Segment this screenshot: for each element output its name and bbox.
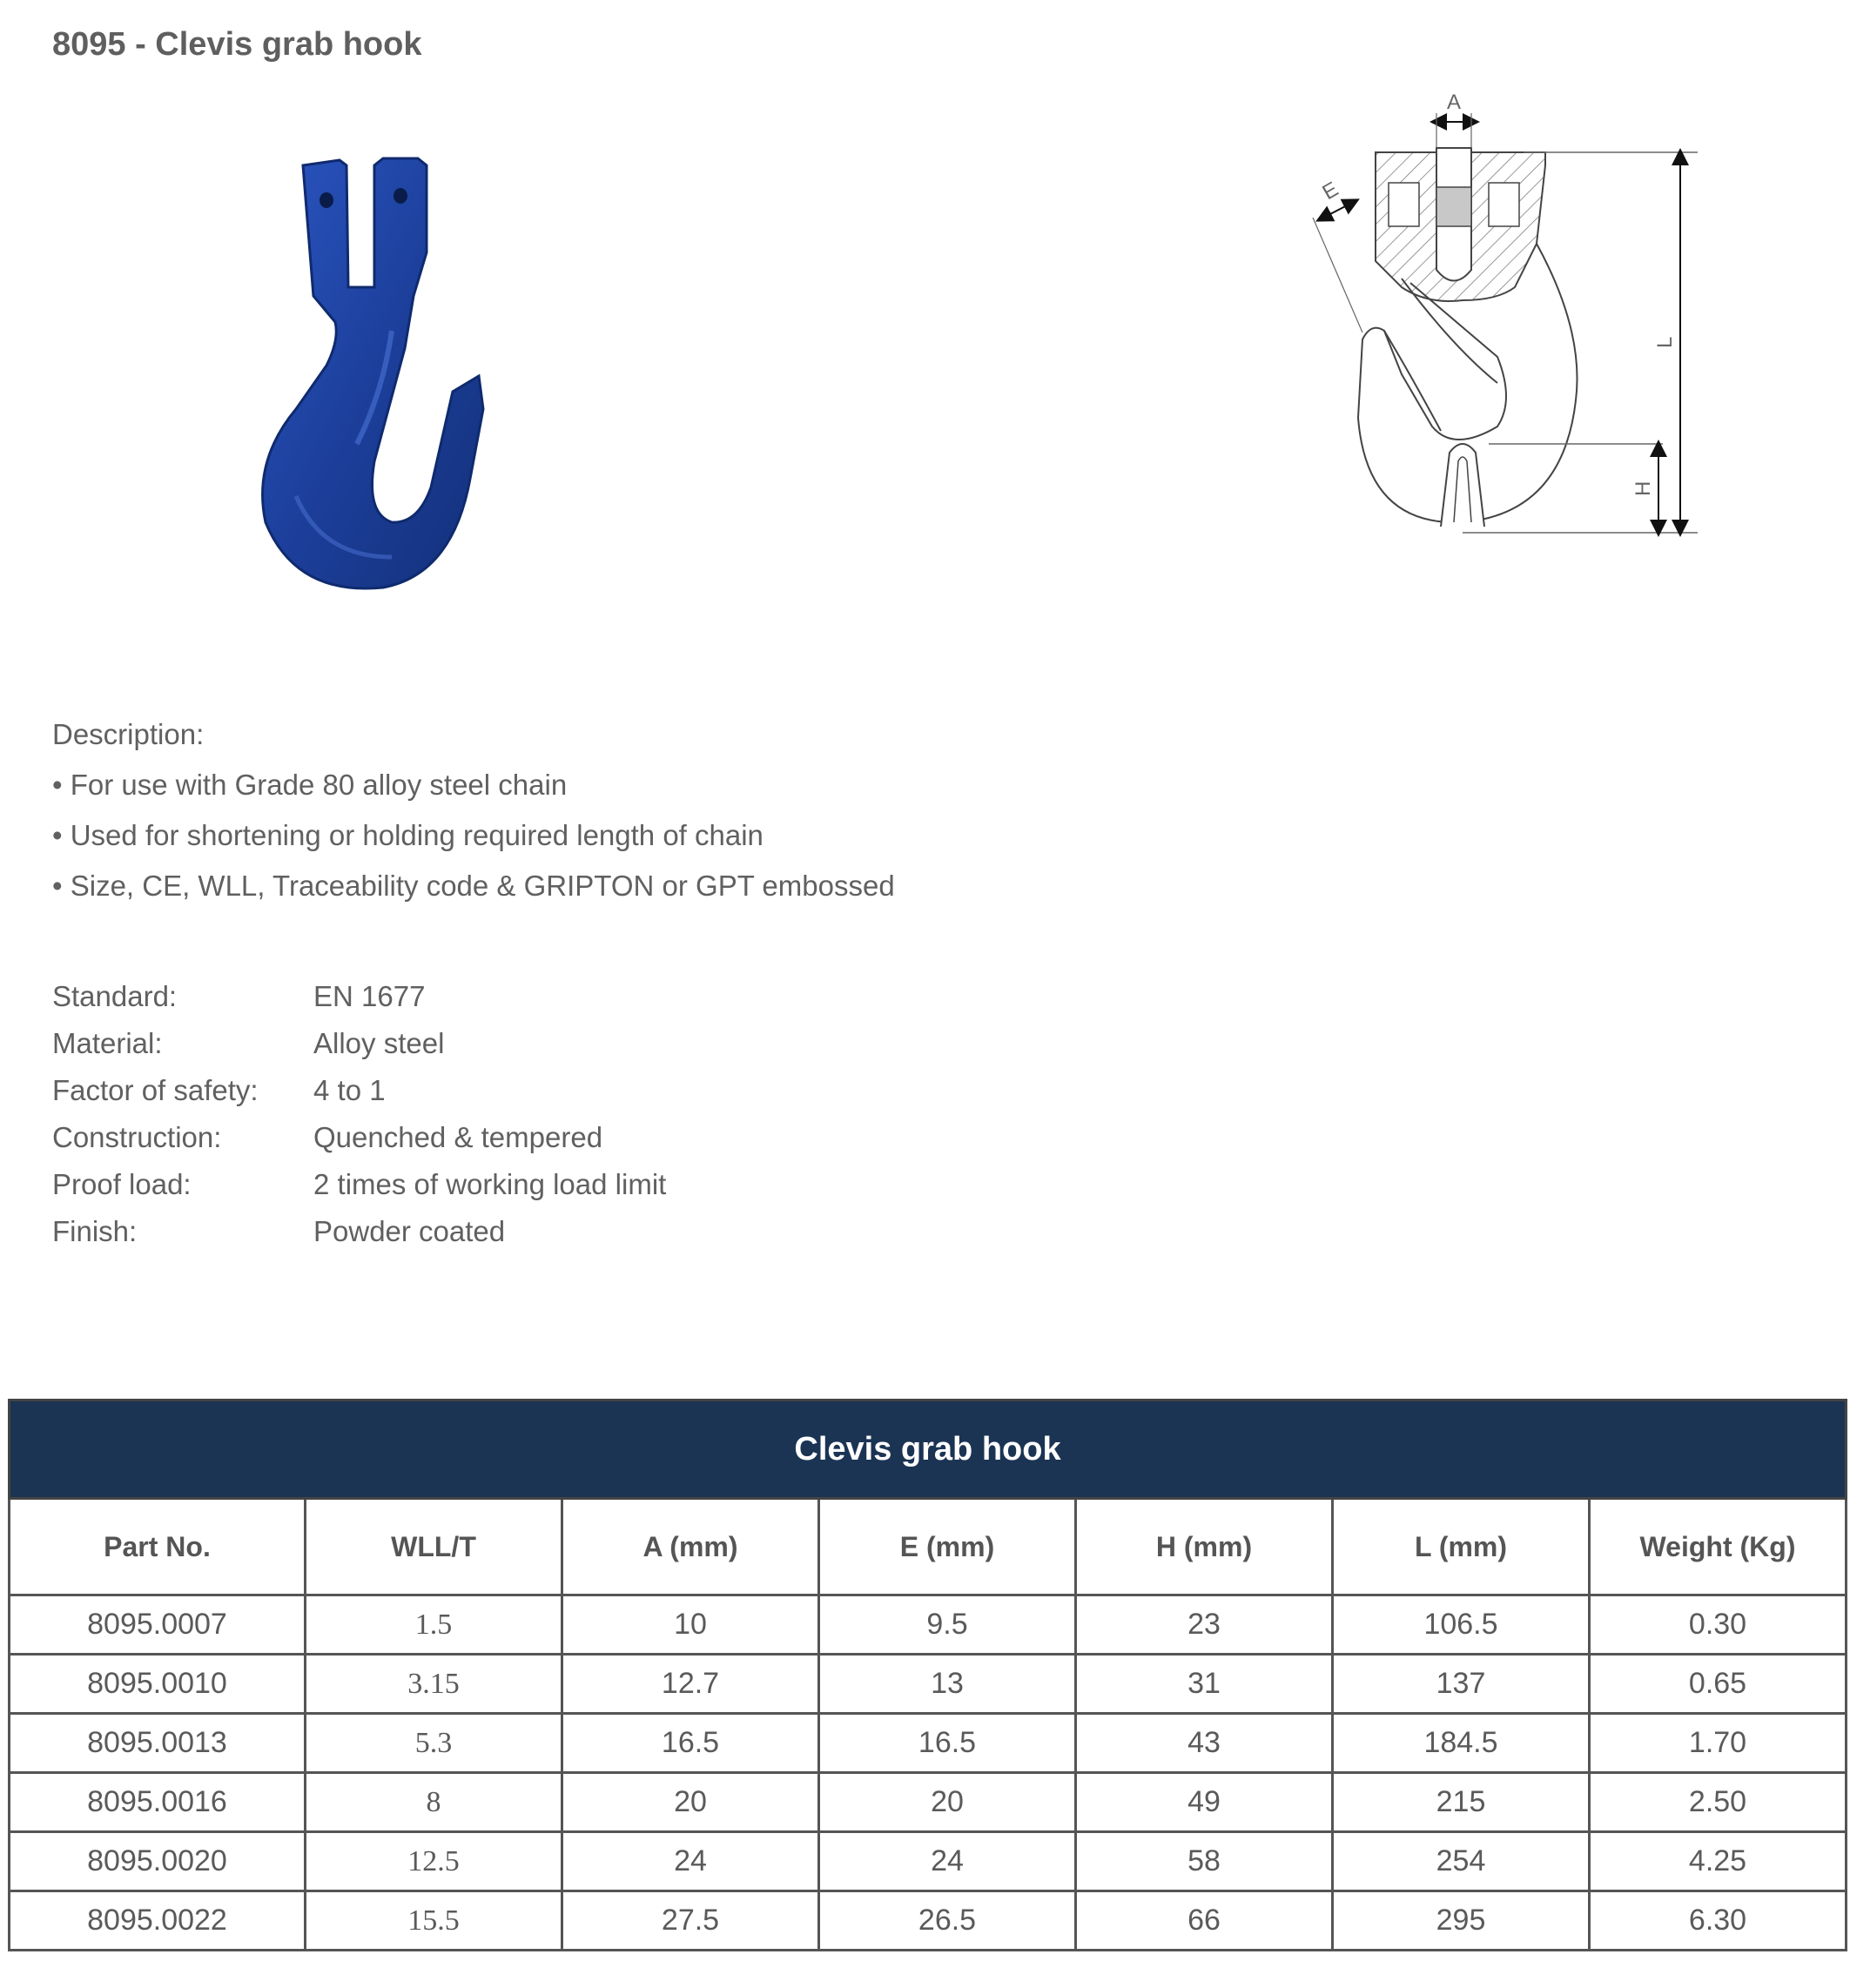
- table-cell: 295: [1333, 1891, 1590, 1951]
- table-cell: 137: [1333, 1655, 1590, 1714]
- spec-label: Construction:: [52, 1121, 222, 1153]
- table-cell: 12.5: [306, 1832, 562, 1891]
- spec-value: Quenched & tempered: [313, 1121, 603, 1153]
- table-cell: 12.7: [562, 1655, 819, 1714]
- table-header-row: [10, 1499, 1847, 1595]
- table-cell: 1.70: [1590, 1714, 1847, 1773]
- description-bullet: • Used for shortening or holding required length of chain: [52, 819, 764, 851]
- dimension-diagram: [1288, 87, 1706, 635]
- spec-label: Proof load:: [52, 1168, 192, 1200]
- dim-label-h: H: [1631, 480, 1655, 496]
- spec-row: [52, 973, 666, 1020]
- column-header: A (mm): [562, 1499, 819, 1595]
- table-cell: 0.65: [1590, 1655, 1847, 1714]
- description-heading: Description:: [52, 718, 205, 750]
- spec-row: [52, 1114, 666, 1161]
- table-cell: 254: [1333, 1832, 1590, 1891]
- table-row: [10, 1595, 1847, 1655]
- column-header: H (mm): [1076, 1499, 1333, 1595]
- table-cell: 8095.0013: [10, 1714, 306, 1773]
- spec-value: Powder coated: [313, 1215, 506, 1247]
- description-section: [52, 718, 895, 920]
- table-cell: 26.5: [819, 1891, 1076, 1951]
- table-cell: 16.5: [819, 1714, 1076, 1773]
- page-title: 8095 - Clevis grab hook: [52, 26, 422, 63]
- table-cell: 43: [1076, 1714, 1333, 1773]
- column-header: Weight (Kg): [1590, 1499, 1847, 1595]
- clevis-grab-hook-photo: [244, 148, 557, 644]
- table-row: [10, 1891, 1847, 1951]
- table-cell: 0.30: [1590, 1595, 1847, 1655]
- table-body: [10, 1595, 1847, 1951]
- table-cell: 15.5: [306, 1891, 562, 1951]
- spec-row: [52, 1161, 666, 1208]
- table-cell: 215: [1333, 1773, 1590, 1832]
- spec-value: EN 1677: [313, 980, 426, 1012]
- description-bullet: • For use with Grade 80 alloy steel chain: [52, 769, 568, 801]
- table-cell: 66: [1076, 1891, 1333, 1951]
- spec-row: [52, 1208, 666, 1255]
- specs-table: [8, 1399, 1847, 1951]
- table-row: [10, 1714, 1847, 1773]
- spec-label: Material:: [52, 1027, 163, 1059]
- table-row: [10, 1655, 1847, 1714]
- table-cell: 5.3: [306, 1714, 562, 1773]
- table-cell: 6.30: [1590, 1891, 1847, 1951]
- dim-label-a: A: [1446, 91, 1462, 114]
- specifications-list: [52, 973, 666, 1255]
- table-cell: 58: [1076, 1832, 1333, 1891]
- spec-label: Finish:: [52, 1215, 138, 1247]
- column-header: WLL/T: [306, 1499, 562, 1595]
- table-cell: 1.5: [306, 1595, 562, 1655]
- specs-table-container: [8, 1399, 1845, 1951]
- table-cell: 23: [1076, 1595, 1333, 1655]
- table-cell: 31: [1076, 1655, 1333, 1714]
- description-bullet: • Size, CE, WLL, Traceability code & GRIPTON or GPT embossed: [52, 870, 895, 902]
- table-cell: 8: [306, 1773, 562, 1832]
- table-cell: 10: [562, 1595, 819, 1655]
- table-cell: 184.5: [1333, 1714, 1590, 1773]
- spec-row: [52, 1067, 666, 1114]
- table-cell: 20: [819, 1773, 1076, 1832]
- table-cell: 8095.0007: [10, 1595, 306, 1655]
- table-row: [10, 1773, 1847, 1832]
- spec-label: Factor of safety:: [52, 1074, 259, 1106]
- dim-label-e: E: [1318, 177, 1342, 205]
- table-cell: 8095.0022: [10, 1891, 306, 1951]
- table-cell: 27.5: [562, 1891, 819, 1951]
- table-cell: 49: [1076, 1773, 1333, 1832]
- column-header: L (mm): [1333, 1499, 1590, 1595]
- table-row: [10, 1832, 1847, 1891]
- table-cell: 16.5: [562, 1714, 819, 1773]
- spec-value: 2 times of working load limit: [313, 1168, 667, 1200]
- spec-row: [52, 1020, 666, 1067]
- column-header: E (mm): [819, 1499, 1076, 1595]
- table-cell: 9.5: [819, 1595, 1076, 1655]
- spec-value: Alloy steel: [313, 1027, 445, 1059]
- table-cell: 3.15: [306, 1655, 562, 1714]
- table-title: Clevis grab hook: [10, 1400, 1847, 1499]
- table-cell: 8095.0016: [10, 1773, 306, 1832]
- table-cell: 106.5: [1333, 1595, 1590, 1655]
- table-cell: 24: [562, 1832, 819, 1891]
- dim-label-l: L: [1653, 336, 1677, 348]
- spec-label: Standard:: [52, 980, 178, 1012]
- table-cell: 24: [819, 1832, 1076, 1891]
- table-cell: 2.50: [1590, 1773, 1847, 1832]
- column-header: Part No.: [10, 1499, 306, 1595]
- table-cell: 13: [819, 1655, 1076, 1714]
- table-cell: 8095.0020: [10, 1832, 306, 1891]
- table-cell: 4.25: [1590, 1832, 1847, 1891]
- spec-value: 4 to 1: [313, 1074, 386, 1106]
- table-cell: 8095.0010: [10, 1655, 306, 1714]
- table-cell: 20: [562, 1773, 819, 1832]
